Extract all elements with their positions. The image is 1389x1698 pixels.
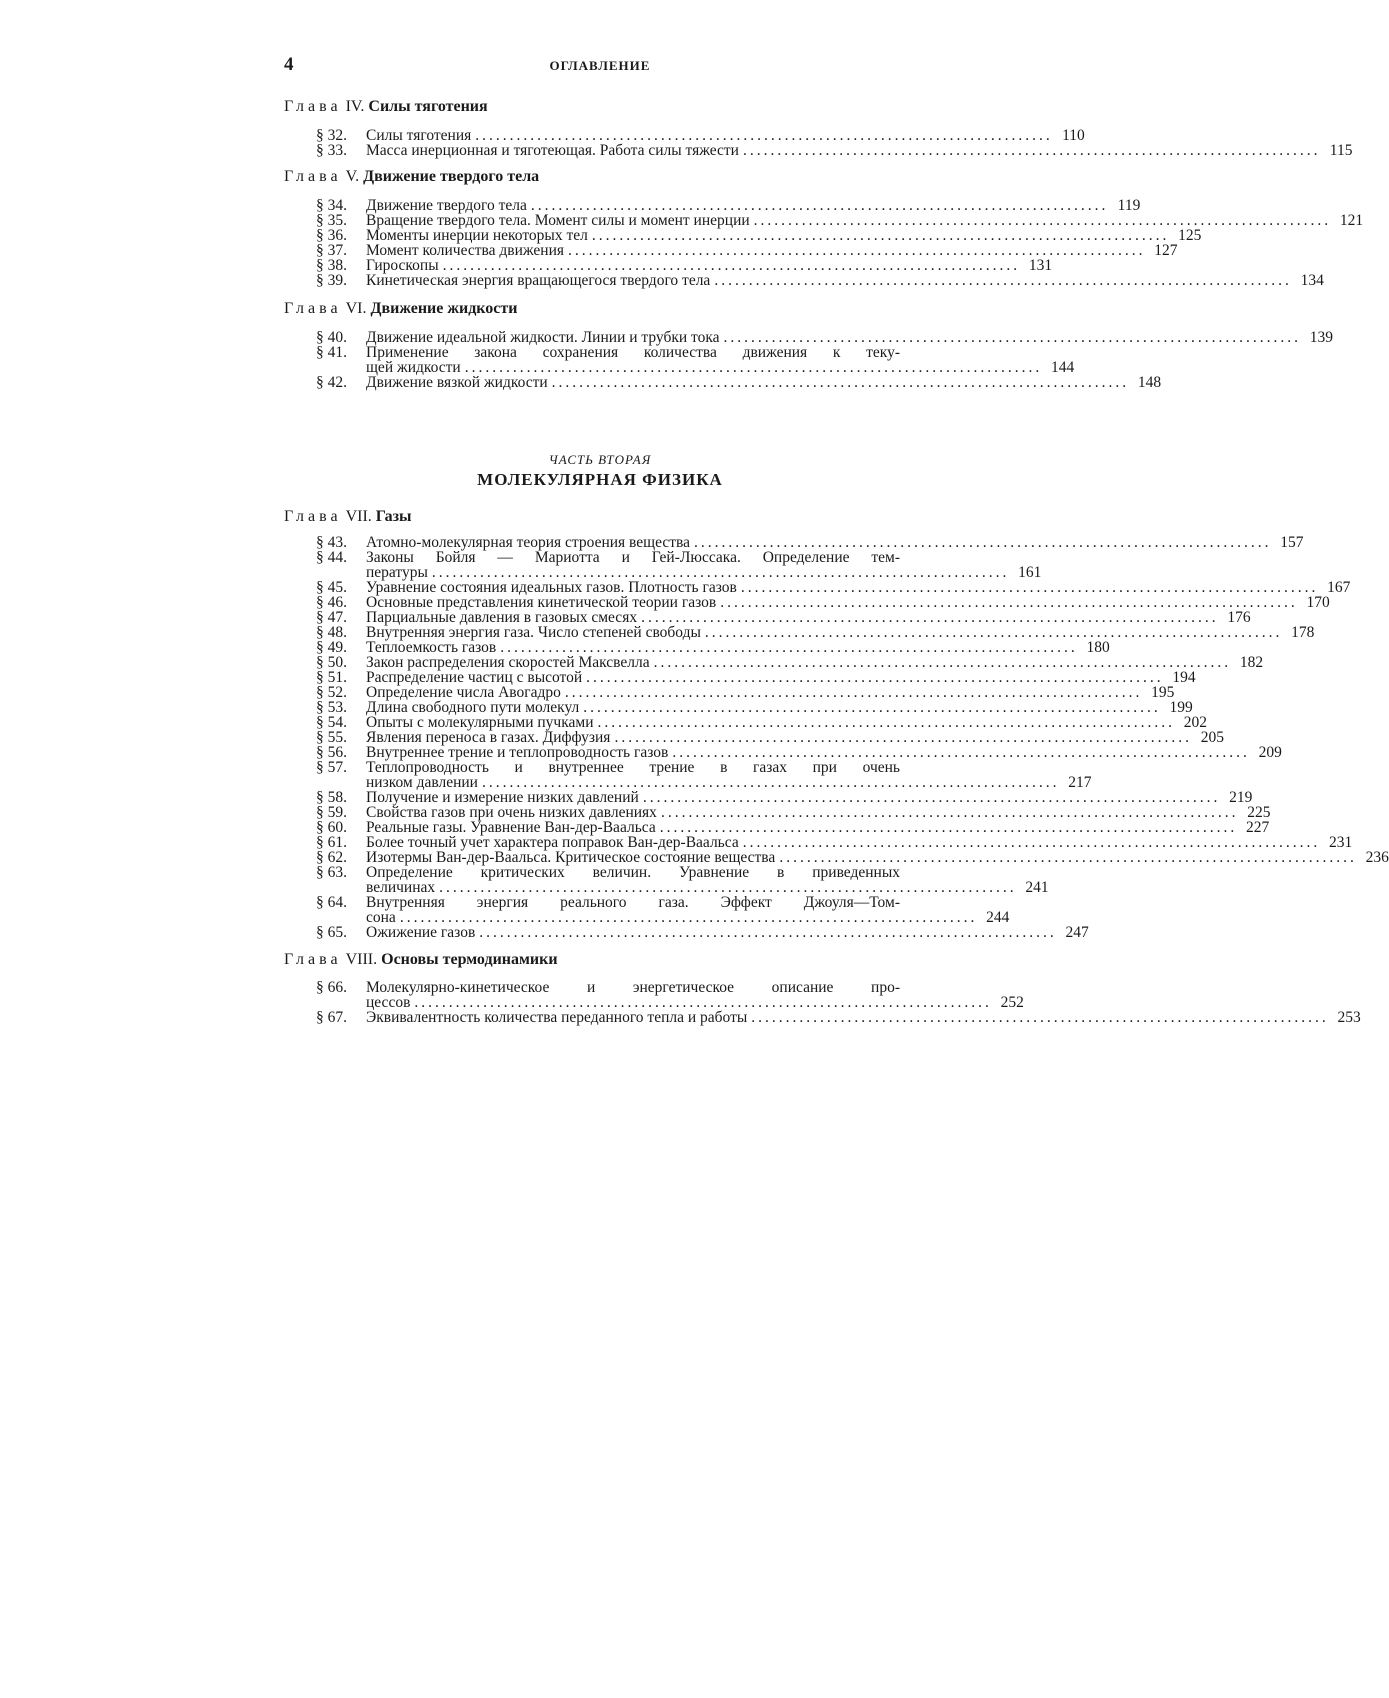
section-title: Явления переноса в газах. Диффузия — [366, 729, 611, 746]
dot-leader: .................................................................................... — [597, 714, 1175, 731]
section-title: Опыты с молекулярными пучками — [366, 714, 594, 731]
section-title: Более точный учет характера поправок Ван-дер-Ваальса — [366, 834, 739, 851]
section-title: Внутреннее трение и теплопроводность газов — [366, 744, 669, 761]
section-title: Свойства газов при очень низких давлениях — [366, 804, 657, 821]
page-ref: 121 — [1339, 212, 1364, 229]
section-title: Эквивалентность количества переданного тепла и работы — [366, 1009, 748, 1026]
section-number: § 53. — [316, 699, 347, 716]
page-ref: 244 — [986, 909, 1010, 926]
toc-entry — [316, 344, 1075, 376]
toc-entry — [316, 227, 1202, 244]
section-title: Применение закона сохранения количества движения к теку- — [366, 344, 900, 361]
toc-entry — [316, 594, 1330, 611]
toc-entry — [316, 127, 1085, 144]
section-number: § 47. — [316, 609, 347, 626]
dot-leader: .................................................................................... — [714, 272, 1292, 289]
section-title: Длина свободного пути молекул — [366, 699, 580, 716]
section-title: Получение и измерение низких давлений — [366, 789, 639, 806]
toc-entry — [316, 549, 1042, 581]
section-title-continued: цессов — [366, 994, 411, 1011]
page-ref: 157 — [1280, 534, 1304, 551]
toc-entry — [316, 639, 1110, 656]
section-number: § 40. — [316, 329, 347, 346]
section-number: § 64. — [316, 894, 347, 911]
dot-leader: .................................................................................... — [751, 1009, 1329, 1026]
dot-leader: .................................................................................... — [614, 729, 1192, 746]
dot-leader: .................................................................................... — [442, 257, 1021, 274]
toc-entry — [316, 534, 1304, 551]
section-title: Моменты инерции некоторых тел — [366, 227, 588, 244]
section-number: § 48. — [316, 624, 347, 641]
toc-entry — [316, 609, 1251, 626]
section-number: § 50. — [316, 654, 347, 671]
page-ref: 161 — [1018, 564, 1042, 581]
dot-leader: .................................................................................... — [672, 744, 1250, 761]
chapter-word: Глава — [284, 951, 342, 968]
page-ref: 209 — [1258, 744, 1282, 761]
chapter-title: Движение твердого тела — [363, 168, 540, 185]
dot-leader: .................................................................................... — [740, 579, 1319, 596]
section-number: § 60. — [316, 819, 347, 836]
page-ref: 252 — [1000, 994, 1024, 1011]
section-title: Момент количества движения — [366, 242, 564, 259]
section-title: Движение вязкой жидкости — [366, 374, 548, 391]
page-ref: 199 — [1169, 699, 1193, 716]
section-number: § 51. — [316, 669, 347, 686]
section-number: § 33. — [316, 142, 347, 159]
dot-leader: .................................................................................... — [742, 142, 1321, 159]
toc-entry — [316, 329, 1334, 346]
toc-entry — [316, 699, 1193, 716]
section-title-continued: низком давлении — [366, 774, 478, 791]
dot-leader: .................................................................................... — [530, 197, 1109, 214]
toc-entry — [316, 654, 1264, 671]
chapter-word: Глава — [284, 300, 342, 317]
chapter-word: Глава — [284, 168, 342, 185]
toc-entry — [316, 924, 1089, 941]
toc-entry — [316, 374, 1162, 391]
toc-entry — [316, 979, 1024, 1011]
part-title: МОЛЕКУЛЯРНАЯ ФИЗИКА — [477, 470, 723, 489]
dot-leader: .................................................................................... — [660, 804, 1239, 821]
part-label: ЧАСТЬ ВТОРАЯ — [548, 452, 652, 467]
dot-leader: .................................................................................... — [500, 639, 1078, 656]
section-number: § 34. — [316, 197, 347, 214]
toc-entry — [316, 142, 1353, 159]
chapter-number: VI. — [345, 300, 367, 317]
chapter-heading — [284, 951, 558, 969]
page-ref: 144 — [1050, 359, 1075, 376]
toc-entry — [316, 714, 1207, 731]
toc-entry — [316, 789, 1253, 806]
dot-leader: .................................................................................... — [641, 609, 1219, 626]
page-ref: 205 — [1200, 729, 1224, 746]
section-number: § 56. — [316, 744, 347, 761]
toc-entry — [316, 849, 1389, 866]
dot-leader: .................................................................................... — [586, 669, 1164, 686]
section-title: Силы тяготения — [366, 127, 472, 144]
toc-entry — [316, 624, 1315, 641]
chapter-title: Движение жидкости — [370, 300, 518, 317]
chapter-title: Силы тяготения — [368, 98, 488, 115]
chapter-title: Газы — [375, 508, 412, 525]
toc-entry — [316, 804, 1271, 821]
toc-entry — [316, 894, 1010, 926]
section-title: Атомно-молекулярная теория строения вещества — [366, 534, 691, 551]
section-title: Теплопроводность и внутреннее трение в газах при очень — [366, 759, 900, 776]
chapter-heading — [284, 300, 517, 318]
dot-leader: .................................................................................... — [704, 624, 1283, 641]
page-ref: 219 — [1229, 789, 1253, 806]
section-number: § 54. — [316, 714, 347, 731]
section-title-continued: пературы — [366, 564, 428, 581]
section-number: § 36. — [316, 227, 347, 244]
page-ref: 194 — [1172, 669, 1196, 686]
section-title: Движение твердого тела — [366, 197, 527, 214]
section-number: § 37. — [316, 242, 347, 259]
toc-entry — [316, 212, 1364, 229]
section-title: Изотермы Ван-дер-Ваальса. Критическое состояние вещества — [366, 849, 776, 866]
page-ref: 253 — [1337, 1009, 1361, 1026]
section-number: § 32. — [316, 127, 347, 144]
section-title: Реальные газы. Уравнение Ван-дер-Ваальса — [366, 819, 656, 836]
section-title: Кинетическая энергия вращающегося твердого тела — [366, 272, 711, 289]
page-ref: 227 — [1245, 819, 1270, 836]
section-title-continued: сона — [366, 909, 396, 926]
dot-leader: .................................................................................... — [659, 819, 1238, 836]
page-ref: 225 — [1247, 804, 1271, 821]
section-title: Уравнение состояния идеальных газов. Плотность газов — [366, 579, 737, 596]
dot-leader: .................................................................................... — [642, 789, 1221, 806]
toc-entry — [316, 197, 1141, 214]
toc-entry — [316, 834, 1353, 851]
section-number: § 67. — [316, 1009, 347, 1026]
section-title: Распределение частиц с высотой — [366, 669, 583, 686]
dot-leader: .................................................................................... — [564, 684, 1143, 701]
page-ref: 167 — [1327, 579, 1351, 596]
dot-leader: .................................................................................... — [591, 227, 1170, 244]
page-ref: 236 — [1365, 849, 1389, 866]
section-number: § 57. — [316, 759, 347, 776]
section-title: Гироскопы — [366, 257, 439, 274]
page-ref: 125 — [1178, 227, 1202, 244]
page-ref: 231 — [1328, 834, 1353, 851]
dot-leader: .................................................................................... — [568, 242, 1146, 259]
chapter-title: Основы термодинамики — [381, 951, 558, 968]
page-ref: 115 — [1329, 142, 1353, 159]
page-ref: 195 — [1151, 684, 1175, 701]
section-title: Определение критических величин. Уравнение в приведенных — [366, 864, 900, 881]
dot-leader: .................................................................................... — [431, 564, 1010, 581]
page-ref: 217 — [1068, 774, 1092, 791]
dot-leader: .................................................................................... — [720, 594, 1298, 611]
section-title: Основные представления кинетической теории газов — [366, 594, 717, 611]
page-ref: 127 — [1154, 242, 1178, 259]
page-ref: 110 — [1062, 127, 1085, 144]
page-ref: 148 — [1137, 374, 1162, 391]
page-ref: 182 — [1239, 654, 1264, 671]
section-number: § 46. — [316, 594, 347, 611]
section-number: § 43. — [316, 534, 347, 551]
dot-leader: .................................................................................... — [399, 909, 978, 926]
section-number: § 59. — [316, 804, 347, 821]
chapter-number: IV. — [345, 98, 365, 115]
section-title: Вращение твердого тела. Момент силы и момент инерции — [366, 212, 750, 229]
running-head: ОГЛАВЛЕНИЕ — [549, 58, 651, 73]
section-title-continued: величинах — [366, 879, 436, 896]
dot-leader: .................................................................................... — [479, 924, 1057, 941]
dot-leader: .................................................................................... — [464, 359, 1043, 376]
chapter-number: VII. — [345, 508, 372, 525]
section-title-continued: щей жидкости — [366, 359, 461, 376]
toc-entry — [316, 744, 1282, 761]
page-ref: 178 — [1291, 624, 1315, 641]
dot-leader: .................................................................................... — [694, 534, 1272, 551]
chapter-word: Глава — [284, 508, 342, 525]
dot-leader: .................................................................................... — [653, 654, 1232, 671]
toc-entry — [316, 684, 1175, 701]
section-number: § 62. — [316, 849, 347, 866]
section-title: Законы Бойля — Мариотта и Гей-Люссака. Определение тем- — [366, 549, 900, 566]
page-ref: 202 — [1183, 714, 1207, 731]
section-number: § 38. — [316, 257, 347, 274]
dot-leader: .................................................................................... — [742, 834, 1321, 851]
section-title: Внутренняя энергия газа. Число степеней свободы — [366, 624, 701, 641]
chapter-word: Глава — [284, 98, 342, 115]
section-number: § 55. — [316, 729, 347, 746]
section-number: § 52. — [316, 684, 347, 701]
chapter-heading — [284, 168, 539, 186]
section-title: Закон распределения скоростей Максвелла — [366, 654, 650, 671]
toc-entry — [316, 729, 1224, 746]
section-number: § 35. — [316, 212, 347, 229]
section-title: Масса инерционная и тяготеющая. Работа силы тяжести — [366, 142, 739, 159]
toc-entry — [316, 669, 1196, 686]
section-number: § 42. — [316, 374, 347, 391]
section-number: § 65. — [316, 924, 347, 941]
chapter-heading — [284, 508, 412, 526]
section-number: § 44. — [316, 549, 347, 566]
chapter-number: VIII. — [345, 951, 378, 968]
section-number: § 58. — [316, 789, 347, 806]
page-ref: 134 — [1300, 272, 1324, 289]
section-number: § 49. — [316, 639, 347, 656]
section-title: Теплоемкость газов — [366, 639, 497, 656]
dot-leader: .................................................................................... — [439, 879, 1017, 896]
section-title: Определение числа Авогадро — [366, 684, 561, 701]
page-ref: 176 — [1227, 609, 1251, 626]
dot-leader: .................................................................................... — [583, 699, 1161, 716]
dot-leader: .................................................................................... — [551, 374, 1130, 391]
section-title: Молекулярно-кинетическое и энергетическое описание про- — [366, 979, 900, 996]
section-number: § 39. — [316, 272, 347, 289]
toc-entry — [316, 579, 1351, 596]
dot-leader: .................................................................................... — [723, 329, 1302, 346]
page-ref: 139 — [1309, 329, 1334, 346]
section-title: Внутренняя энергия реального газа. Эффект Джоуля—Том- — [366, 894, 900, 911]
page-ref: 119 — [1117, 197, 1141, 214]
page-ref: 241 — [1025, 879, 1049, 896]
page-ref: 247 — [1065, 924, 1089, 941]
page-number: 4 — [284, 54, 294, 75]
section-title: Парциальные давления в газовых смесях — [366, 609, 638, 626]
dot-leader: .................................................................................... — [475, 127, 1053, 144]
toc-entry — [316, 864, 1049, 896]
dot-leader: .................................................................................... — [481, 774, 1060, 791]
section-number: § 41. — [316, 344, 347, 361]
section-title: Ожижение газов — [366, 924, 476, 941]
toc-entry — [316, 819, 1270, 836]
chapter-heading — [284, 98, 488, 116]
page-ref: 170 — [1306, 594, 1330, 611]
toc-entry — [316, 759, 1092, 791]
section-title: Движение идеальной жидкости. Линии и трубки тока — [366, 329, 720, 346]
section-number: § 63. — [316, 864, 347, 881]
toc-entry — [316, 257, 1053, 274]
chapter-number: V. — [345, 168, 360, 185]
section-number: § 61. — [316, 834, 347, 851]
section-number: § 66. — [316, 979, 347, 996]
toc-entry — [316, 242, 1178, 259]
dot-leader: .................................................................................... — [414, 994, 992, 1011]
toc-entry — [316, 272, 1324, 289]
page-ref: 180 — [1086, 639, 1110, 656]
toc-entry — [316, 1009, 1361, 1026]
dot-leader: .................................................................................... — [753, 212, 1332, 229]
dot-leader: .................................................................................... — [779, 849, 1357, 866]
section-number: § 45. — [316, 579, 347, 596]
page-ref: 131 — [1028, 257, 1053, 274]
